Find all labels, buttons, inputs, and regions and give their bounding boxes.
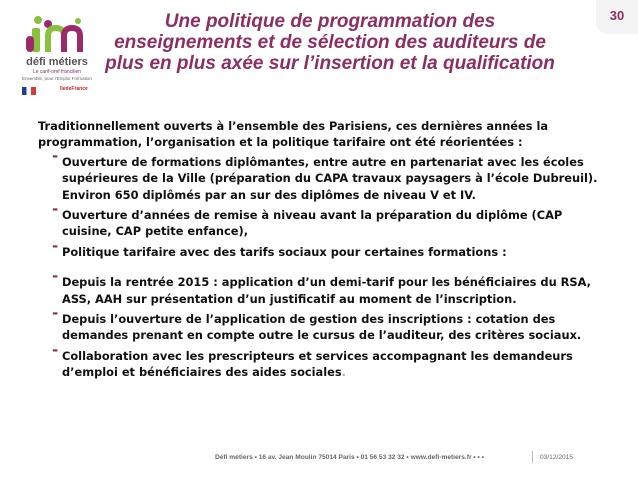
page-number-tab — [596, 0, 638, 34]
dash-marker-icon: - — [52, 267, 59, 286]
page-number: 30 — [609, 8, 625, 23]
dash-marker-icon: - — [52, 304, 59, 323]
bullet-list — [38, 146, 598, 381]
bullet-text: Depuis l’ouverture de l’application de gestion des inscriptions : cotation des demandes prenant en compte outre le cursus de l’auditeur, des critères sociaux. — [62, 312, 582, 343]
list-item — [52, 340, 598, 381]
intro-paragraph: Traditionnellement ouverts à l’ensemble des Parisiens, ces dernières années la programmation, l’organisation et la politique tarifaire ont été réorientées : — [38, 119, 549, 150]
bullet-text: Depuis la rentrée 2015 : application d’un demi-tarif pour les bénéficiaires du RSA, ASS, AAH sur présentation d’un justificatif au moment de l’inscription. — [62, 275, 591, 306]
bullet-end-period: . — [341, 365, 346, 380]
bullet-text: Ouverture de formations diplômantes, entre autre en partenariat avec les écoles supérieures de la Ville (préparation du CAPA travaux paysagers à l’école Dubreuil). Environ 650 diplômés par an sur des diplômes de niveau V et IV. — [62, 154, 598, 202]
iledefrance-logo: IledeFrance — [60, 86, 88, 92]
slide-title: Une politique de programmation des enseignements et de sélection des auditeurs de plus en plus axée sur l’insertion et la qualification — [105, 11, 555, 74]
list-item — [52, 304, 598, 344]
logo-tagline: Le carif-oref francilien — [32, 69, 82, 75]
bullet-text: Politique tarifaire avec des tarifs sociaux pour certaines formations : — [62, 244, 507, 259]
logo-name: défi métiers — [26, 56, 88, 68]
list-item — [52, 146, 598, 203]
dash-marker-icon: - — [52, 236, 59, 255]
list-item — [52, 200, 598, 240]
list-item — [52, 267, 598, 307]
dash-marker-icon: - — [52, 200, 59, 219]
bullet-text: Ouverture d’années de remise à niveau avant la préparation du diplôme (CAP cuisine, CAP petite enfance), — [62, 208, 563, 239]
footer-divider — [532, 451, 533, 463]
partner-logos — [20, 86, 96, 96]
republique-francaise-flag-icon — [22, 87, 36, 95]
bullet-text: Collaboration avec les prescripteurs et services accompagnant les demandeurs d’emploi et bénéficiaires des aides sociales — [62, 348, 573, 380]
footer-date: 03/12/2015 — [540, 454, 574, 461]
dash-marker-icon: - — [52, 146, 59, 165]
slide-body — [38, 118, 598, 385]
defi-metiers-logo — [18, 12, 96, 98]
logo-subtitle: Ensemble, pour l'Emploi Formation — [22, 76, 92, 81]
footer-address: Défi métiers • 16 av. Jean Moulin 75014 Paris • 01 56 53 32 32 • www.defi-metiers.fr • • • — [215, 454, 484, 461]
list-item — [52, 236, 598, 260]
dash-marker-icon: - — [52, 340, 59, 359]
logo-mark-icon — [18, 12, 96, 56]
